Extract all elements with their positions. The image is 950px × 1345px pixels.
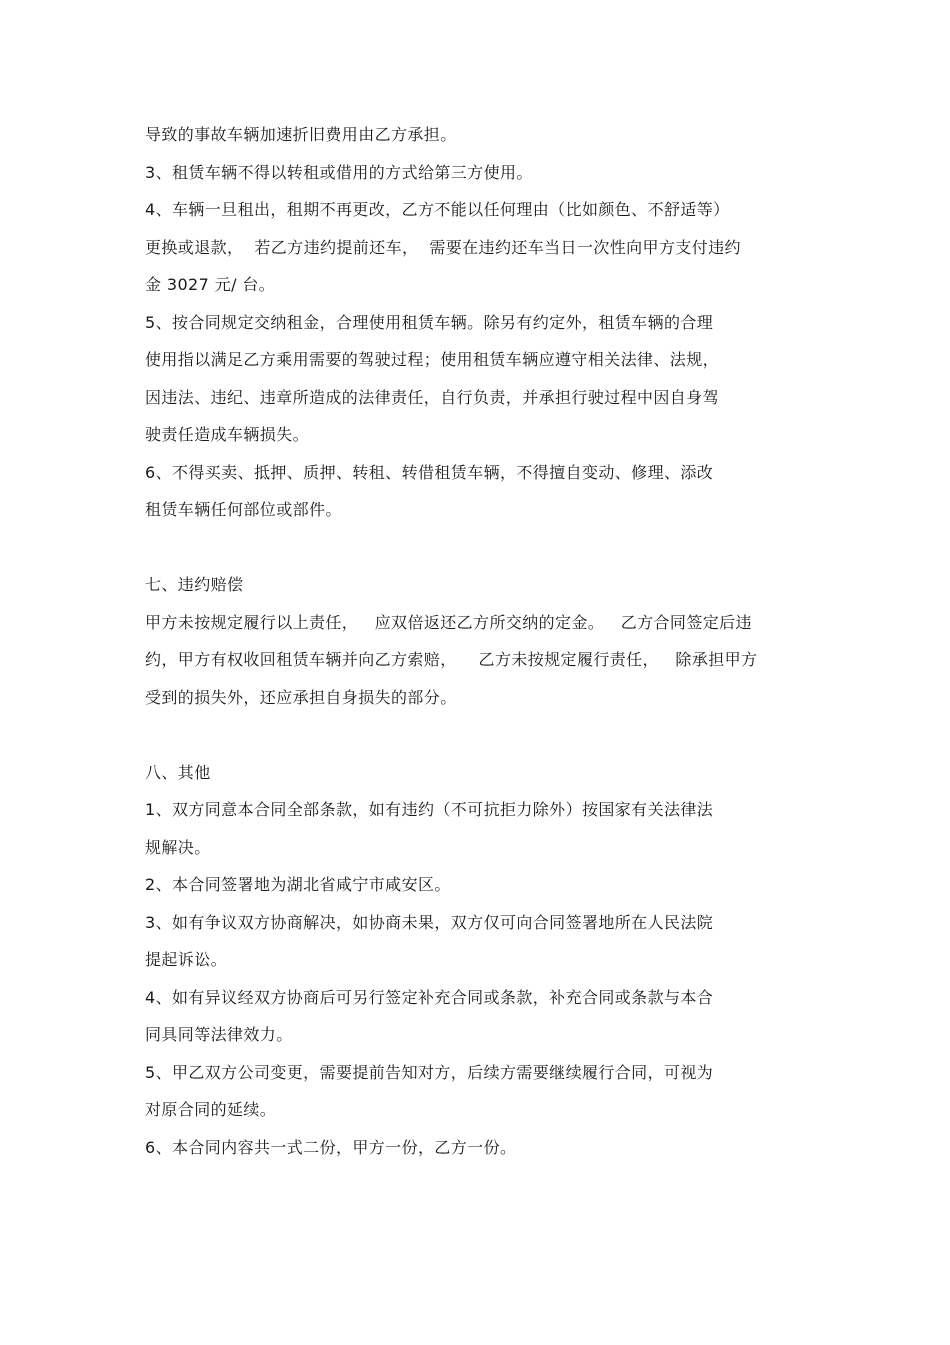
clause-4-line-2: 更换或退款， 若乙方违约提前还车， 需要在违约还车当日一次性向甲方支付违约 bbox=[145, 237, 741, 257]
section-7-heading: 七、违约赔偿 bbox=[145, 575, 244, 594]
section-8-clause-2: 2、本合同签署地为湖北省咸宁市咸安区。 bbox=[145, 875, 451, 894]
section-spacer bbox=[145, 529, 810, 567]
section-8-clause-1-line-2: 规解决。 bbox=[145, 837, 211, 857]
section-8-clause-1: 1、双方同意本合同全部条款，如有违约（不可抗拒力除外）按国家有关法律法 bbox=[145, 800, 714, 819]
section-8-clause-4-line-2: 同具同等法律效力。 bbox=[145, 1025, 293, 1044]
section-8-clause-4: 4、如有异议经双方协商后可另行签定补充合同或条款，补充合同或条款与本合 bbox=[145, 987, 714, 1007]
section-7-line-1: 甲方未按规定履行以上责任， 应双倍返还乙方所交纳的定金。 乙方合同签定后违 bbox=[145, 612, 752, 632]
section-spacer bbox=[145, 716, 810, 754]
clause-5-line-2: 使用指以满足乙方乘用需要的驾驶过程；使用租赁车辆应遵守相关法律、法规， bbox=[145, 350, 720, 369]
clause-4: 4、车辆一旦租出，租期不再更改，乙方不能以任何理由（比如颜色、不舒适等） bbox=[145, 200, 730, 219]
section-8-heading: 八、其他 bbox=[145, 762, 211, 782]
clause-6: 6、不得买卖、抵押、质押、转租、转借租赁车辆，不得擅自变动、修理、添改 bbox=[145, 462, 714, 482]
section-8-clause-6: 6、本合同内容共一式二份，甲方一份，乙方一份。 bbox=[145, 1137, 517, 1157]
section-8-clause-5-line-2: 对原合同的延续。 bbox=[145, 1100, 277, 1119]
paragraph-line: 导致的事故车辆加速折旧费用由乙方承担。 bbox=[145, 125, 457, 144]
clause-5-line-3: 因违法、违纪、违章所造成的法律责任，自行负责，并承担行驶过程中因自身驾 bbox=[145, 387, 720, 407]
clause-5-line-4: 驶责任造成车辆损失。 bbox=[145, 425, 310, 444]
section-8-clause-3-line-2: 提起诉讼。 bbox=[145, 950, 228, 969]
section-8-clause-3: 3、如有争议双方协商解决，如协商未果，双方仅可向合同签署地所在人民法院 bbox=[145, 912, 714, 932]
section-7-line-3: 受到的损失外，还应承担自身损失的部分。 bbox=[145, 687, 457, 707]
clause-5: 5、按合同规定交纳租金，合理使用租赁车辆。除另有约定外，租赁车辆的合理 bbox=[145, 312, 714, 332]
clause-4-line-3: 金 3027 元/ 台。 bbox=[145, 275, 276, 294]
section-7-line-2: 约，甲方有权收回租赁车辆并向乙方索赔， 乙方未按规定履行责任， 除承担甲方 bbox=[145, 650, 758, 669]
section-8-clause-5: 5、甲乙双方公司变更，需要提前告知对方，后续方需要继续履行合同，可视为 bbox=[145, 1062, 714, 1082]
clause-3: 3、租赁车辆不得以转租或借用的方式给第三方使用。 bbox=[145, 162, 533, 182]
clause-6-line-2: 租赁车辆任何部位或部件。 bbox=[145, 500, 342, 519]
document-body bbox=[145, 116, 810, 1166]
